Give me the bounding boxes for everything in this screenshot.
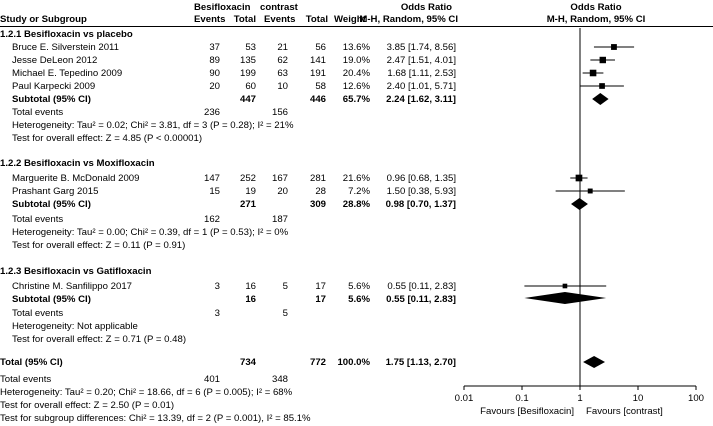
tick-label: 100 <box>687 393 705 404</box>
total-n2: 772 <box>309 357 326 368</box>
ci-cell: 2.47 [1.51, 4.01] <box>386 55 456 66</box>
total1-cell: 16 <box>245 281 256 292</box>
weight-cell: 5.6% <box>348 281 370 292</box>
events1-cell: 37 <box>209 42 220 53</box>
total1-cell: 53 <box>245 42 256 53</box>
summary-diamond <box>592 93 608 105</box>
total-events2: 187 <box>271 214 288 225</box>
events2-cell: 167 <box>271 173 288 184</box>
study-name: Bruce E. Silverstein 2011 <box>12 42 120 53</box>
events2-cell: 10 <box>277 81 288 92</box>
subgroup-2-title: 1.2.2 Besifloxacin vs Moxifloxacin <box>0 158 155 169</box>
heterogeneity-text: Heterogeneity: Not applicable <box>12 321 138 332</box>
tick-label: 0.01 <box>454 393 474 404</box>
weight-cell: 20.4% <box>342 68 370 79</box>
subtotal-ci: 0.98 [0.70, 1.37] <box>385 199 456 210</box>
subtotal-weight: 28.8% <box>342 199 370 210</box>
study-name: Jesse DeLeon 2012 <box>12 55 98 66</box>
overall-effect-text: Test for overall effect: Z = 0.11 (P = 0.91) <box>12 240 186 251</box>
events1-cell: 3 <box>214 281 220 292</box>
subgroup-3-title: 1.2.3 Besifloxacin vs Gatifloxacin <box>0 266 152 277</box>
total2-cell: 191 <box>309 68 326 79</box>
study-column-header: Study or Subgroup <box>0 14 87 25</box>
overall-effect-text: Test for overall effect: Z = 4.85 (P < 0.00001) <box>12 133 203 144</box>
summary-diamond <box>524 292 606 304</box>
plot-method-header: M-H, Random, 95% CI <box>546 14 646 25</box>
total2-cell: 28 <box>315 186 326 197</box>
total-events2: 156 <box>271 107 288 118</box>
total2-cell: 141 <box>309 55 326 66</box>
total2-cell: 56 <box>315 42 326 53</box>
study-marker <box>524 284 606 289</box>
heterogeneity-text: Heterogeneity: Tau² = 0.02; Chi² = 3.81, df = 3 (P = 0.28); I² = 21% <box>12 120 294 131</box>
point-estimate-square <box>563 284 568 289</box>
events1-cell: 147 <box>203 173 220 184</box>
total-events-label: Total events <box>12 214 64 225</box>
total1-cell: 199 <box>239 68 256 79</box>
heterogeneity-text: Heterogeneity: Tau² = 0.00; Chi² = 0.39, df = 1 (P = 0.53); I² = 0% <box>12 227 289 238</box>
study-marker <box>583 70 604 77</box>
group2-header: contrast <box>260 2 298 13</box>
favours-right-label: Favours [contrast] <box>586 406 663 417</box>
plot-or-header: Odds Ratio <box>570 2 622 13</box>
point-estimate-square <box>590 70 597 77</box>
subtotal-label: Subtotal (95% CI) <box>12 199 91 210</box>
total2-cell: 281 <box>309 173 326 184</box>
point-estimate-square <box>576 175 583 182</box>
ci-cell: 0.96 [0.68, 1.35] <box>386 173 456 184</box>
tick-label: 1 <box>577 393 583 404</box>
subgroup-differences-text: Test for subgroup differences: Chi² = 13.39, df = 2 (P = 0.001), I² = 85.1% <box>0 413 311 424</box>
events2-column-header: Events <box>264 14 296 25</box>
subtotal-weight: 65.7% <box>342 94 370 105</box>
events1-cell: 90 <box>209 68 220 79</box>
total1-cell: 135 <box>239 55 256 66</box>
total-events-label: Total events <box>12 107 64 118</box>
total-events-label: Total events <box>0 374 52 385</box>
subtotal-ci: 2.24 [1.62, 3.11] <box>386 94 456 105</box>
total-ci: 1.75 [1.13, 2.70] <box>385 357 456 368</box>
subtotal-total2: 446 <box>309 94 326 105</box>
tick-label: 0.1 <box>515 393 529 404</box>
study-name: Christine M. Sanfilippo 2017 <box>12 281 132 292</box>
study-marker <box>556 189 625 194</box>
events2-cell: 62 <box>277 55 288 66</box>
ci-cell: 3.85 [1.74, 8.56] <box>386 42 456 53</box>
weight-column-header: Weight <box>334 14 366 25</box>
ci-cell: 2.40 [1.01, 5.71] <box>386 81 456 92</box>
total-overall-effect-text: Test for overall effect: Z = 2.50 (P = 0.01) <box>0 400 175 411</box>
study-marker <box>590 57 615 63</box>
events2-cell: 5 <box>282 281 288 292</box>
total-events2: 348 <box>271 374 288 385</box>
study-name: Marguerite B. McDonald 2009 <box>12 173 140 184</box>
ci-cell: 1.68 [1.11, 2.53] <box>387 68 456 79</box>
subtotal-total1: 271 <box>239 199 256 210</box>
point-estimate-square <box>588 189 593 194</box>
study-name: Paul Karpecki 2009 <box>12 81 96 92</box>
total-events1: 162 <box>203 214 220 225</box>
weight-cell: 12.6% <box>342 81 370 92</box>
weight-cell: 13.6% <box>342 42 370 53</box>
total1-cell: 60 <box>245 81 256 92</box>
subtotal-ci: 0.55 [0.11, 2.83] <box>386 294 456 305</box>
subgroup-1-title: 1.2.1 Besifloxacin vs placebo <box>0 29 133 40</box>
total-events1: 401 <box>203 374 220 385</box>
subtotal-label: Subtotal (95% CI) <box>12 94 91 105</box>
overall-effect-text: Test for overall effect: Z = 0.71 (P = 0.48) <box>12 334 187 345</box>
subtotal-total2: 309 <box>309 199 326 210</box>
summary-diamond <box>583 356 605 368</box>
weight-cell: 21.6% <box>342 173 370 184</box>
method-column-header: M-H, Random, 95% CI <box>359 14 458 25</box>
point-estimate-square <box>600 57 606 63</box>
total-events-label: Total events <box>12 308 64 319</box>
subtotal-weight: 5.6% <box>348 294 370 305</box>
study-name: Michael E. Tepedino 2009 <box>12 68 123 79</box>
total-label: Total (95% CI) <box>0 357 63 368</box>
total-events1: 236 <box>203 107 220 118</box>
total1-cell: 252 <box>239 173 256 184</box>
total2-cell: 17 <box>315 281 326 292</box>
events1-cell: 89 <box>209 55 220 66</box>
total1-cell: 19 <box>245 186 256 197</box>
total-n1: 734 <box>239 357 256 368</box>
weight-cell: 7.2% <box>348 186 370 197</box>
total2-cell: 58 <box>315 81 326 92</box>
summary-diamond <box>571 198 588 210</box>
total-events2: 5 <box>282 308 288 319</box>
events2-cell: 21 <box>277 42 288 53</box>
total-heterogeneity-text: Heterogeneity: Tau² = 0.20; Chi² = 18.66, df = 6 (P = 0.005); I² = 68% <box>0 387 293 398</box>
total1-column-header: Total <box>233 14 256 25</box>
subtotal-total1: 447 <box>239 94 256 105</box>
study-marker <box>570 175 587 182</box>
ci-cell: 1.50 [0.38, 5.93] <box>386 186 456 197</box>
favours-left-label: Favours [Besifloxacin] <box>480 406 574 417</box>
group1-header: Besifloxacin <box>194 2 251 13</box>
study-marker <box>594 44 634 50</box>
subtotal-total2: 17 <box>315 294 326 305</box>
events2-cell: 20 <box>277 186 288 197</box>
tick-label: 10 <box>632 393 644 404</box>
events2-cell: 63 <box>277 68 288 79</box>
weight-cell: 19.0% <box>342 55 370 66</box>
study-marker <box>580 83 624 89</box>
events1-cell: 20 <box>209 81 220 92</box>
or-header: Odds Ratio <box>400 2 452 13</box>
subtotal-total1: 16 <box>245 294 256 305</box>
study-name: Prashant Garg 2015 <box>12 186 99 197</box>
events1-cell: 15 <box>209 186 220 197</box>
point-estimate-square <box>611 44 617 50</box>
subtotal-label: Subtotal (95% CI) <box>12 294 91 305</box>
total-events1: 3 <box>214 308 220 319</box>
total2-column-header: Total <box>305 14 328 25</box>
point-estimate-square <box>599 83 605 89</box>
events1-column-header: Events <box>194 14 226 25</box>
ci-cell: 0.55 [0.11, 2.83] <box>387 281 456 292</box>
total-weight: 100.0% <box>337 357 370 368</box>
